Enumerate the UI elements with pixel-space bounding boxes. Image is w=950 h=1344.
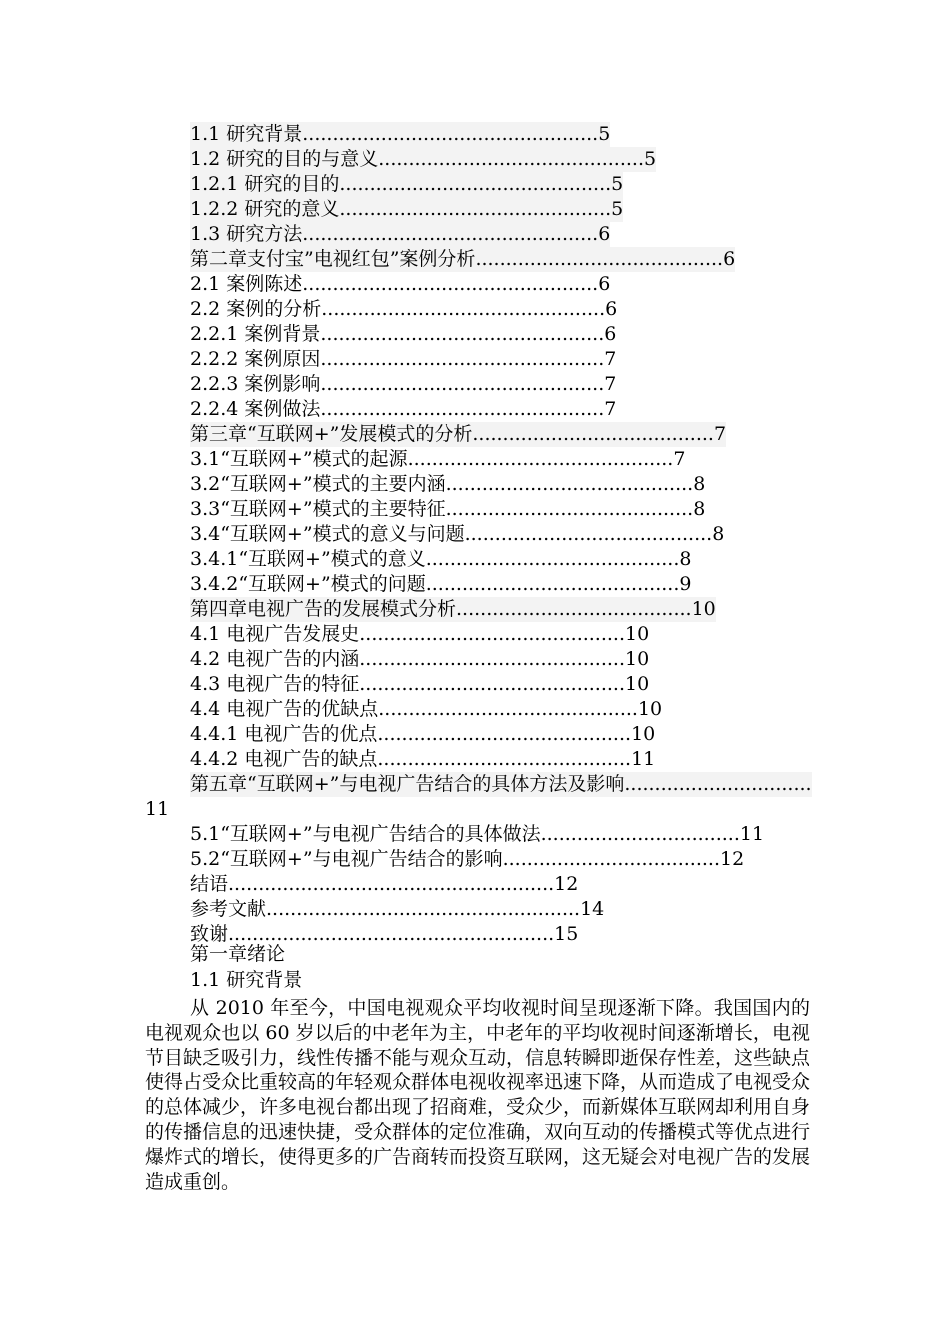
toc-entry[interactable]	[0, 722, 950, 747]
toc-page-number: 8	[679, 548, 692, 570]
toc-entry[interactable]	[0, 672, 950, 697]
toc-page-number: 7	[604, 373, 617, 395]
toc-page-number: 10	[625, 673, 650, 695]
toc-entry[interactable]	[0, 372, 950, 397]
toc-entry-title: 1.2.2 研究的意义	[190, 198, 340, 220]
toc-entry[interactable]	[0, 122, 950, 147]
chapter-heading: 第一章绪论	[190, 943, 286, 965]
toc-entry-title: 5.2“互联网+”与电视广告结合的影响	[190, 848, 503, 870]
section-heading: 1.1 研究背景	[190, 969, 303, 991]
toc-entry-title: 5.1“互联网+”与电视广告结合的具体做法	[190, 823, 541, 845]
toc-dot-leader: ..........................................	[377, 723, 632, 745]
toc-entry[interactable]	[0, 697, 950, 722]
toc-dot-leader: ...........................................	[378, 698, 638, 720]
toc-page-number: 10	[625, 648, 650, 670]
toc-entry[interactable]	[0, 897, 950, 922]
toc-dot-leader: ...............................................	[320, 373, 605, 395]
toc-entry-title: 结语	[190, 873, 229, 895]
toc-entry[interactable]	[0, 497, 950, 522]
toc-entry[interactable]	[0, 622, 950, 647]
toc-entry[interactable]	[0, 647, 950, 672]
toc-dot-leader: .......................................	[456, 598, 692, 620]
toc-page-number: 6	[604, 323, 617, 345]
toc-entry[interactable]	[0, 547, 950, 572]
toc-entry[interactable]	[0, 322, 950, 347]
toc-entry[interactable]	[0, 347, 950, 372]
toc-entry[interactable]	[0, 197, 950, 222]
toc-entry[interactable]	[0, 422, 950, 447]
toc-dot-leader: ............................................	[378, 148, 645, 170]
toc-entry-title: 第三章“互联网+”发展模式的分析	[190, 423, 473, 445]
toc-page-number: 7	[713, 423, 727, 445]
toc-page-number: 5	[598, 123, 611, 145]
toc-dot-leader: ....................................................	[266, 898, 581, 920]
table-of-contents	[0, 122, 950, 947]
toc-page-number: 10	[637, 698, 663, 720]
toc-page-number: 6	[598, 223, 611, 245]
toc-entry-title: 参考文献	[190, 898, 267, 920]
toc-entry-title: 4.4.1 电视广告的优点	[190, 723, 378, 745]
toc-page-number: 8	[693, 473, 706, 495]
toc-page-number: 12	[554, 873, 579, 895]
toc-entry[interactable]	[0, 522, 950, 547]
toc-dot-leader: ...............................................	[320, 398, 605, 420]
toc-entry-title: 2.1 案例陈述	[190, 273, 303, 295]
toc-entry[interactable]	[0, 822, 950, 847]
toc-entry-title: 第五章“互联网+”与电视广告结合的具体方法及影响	[190, 773, 625, 795]
toc-dot-leader: ..........................................	[377, 748, 632, 770]
toc-page-number: 7	[604, 348, 617, 370]
toc-entry-title: 第二章支付宝”电视红包”案例分析	[190, 248, 476, 270]
toc-dot-leader: .............................................	[339, 173, 612, 195]
toc-dot-leader: ..........................................	[425, 573, 680, 595]
toc-entry-title: 1.1 研究背景	[190, 123, 303, 145]
toc-entry-title: 2.2.1 案例背景	[190, 323, 321, 345]
toc-entry[interactable]	[0, 297, 950, 322]
toc-page-number: 7	[604, 398, 617, 420]
toc-page-number: 6	[598, 273, 611, 295]
toc-entry[interactable]	[0, 597, 950, 622]
toc-dot-leader: ........................................	[472, 423, 714, 445]
toc-entry-title: 2.2.4 案例做法	[190, 398, 321, 420]
toc-page-number: 5	[644, 148, 657, 170]
toc-dot-leader: ..........................................	[425, 548, 680, 570]
toc-entry-title: 3.4.2“互联网+”模式的问题	[190, 573, 426, 595]
toc-page-number: 8	[712, 523, 725, 545]
toc-entry[interactable]	[0, 272, 950, 297]
toc-page-number: 5	[611, 198, 624, 220]
toc-entry-title: 4.4.2 电视广告的缺点	[190, 748, 378, 770]
toc-entry-title: 第四章电视广告的发展模式分析	[190, 598, 457, 620]
toc-page-number: 10	[625, 623, 650, 645]
toc-dot-leader: ......................................................	[228, 923, 555, 945]
toc-dot-leader: .........................................	[475, 248, 724, 270]
toc-entry[interactable]	[0, 747, 950, 772]
toc-entry-title: 2.2.2 案例原因	[190, 348, 321, 370]
toc-page-number: 10	[631, 723, 656, 745]
toc-entry-title: 1.2.1 研究的目的	[190, 173, 340, 195]
toc-page-number: 11	[739, 823, 765, 845]
toc-dot-leader: .................................	[540, 823, 740, 845]
toc-page-number: 9	[679, 573, 692, 595]
toc-entry[interactable]	[0, 222, 950, 247]
toc-entry-title: 4.2 电视广告的内涵	[190, 648, 360, 670]
toc-entry-title: 2.2 案例的分析	[190, 298, 322, 320]
toc-page-number: 6	[605, 298, 618, 320]
toc-dot-leader: ...............................................	[320, 323, 605, 345]
toc-entry-title: 3.1“互联网+”模式的起源	[190, 448, 408, 470]
toc-dot-leader: .................................................	[302, 223, 599, 245]
toc-page-number: 15	[554, 923, 579, 945]
toc-dot-leader: .............................................	[339, 198, 612, 220]
toc-entry[interactable]	[0, 147, 950, 172]
toc-entry[interactable]	[0, 247, 950, 272]
toc-entry-continuation	[0, 797, 950, 822]
toc-entry-title: 3.4.1“互联网+”模式的意义	[190, 548, 426, 570]
toc-dot-leader: ....................................	[502, 848, 721, 870]
toc-dot-leader: ............................................	[359, 648, 626, 670]
toc-entry-title: 2.2.3 案例影响	[190, 373, 321, 395]
toc-page-number: 8	[693, 498, 706, 520]
toc-page-number: 14	[580, 898, 605, 920]
toc-page-number: 11	[631, 748, 656, 770]
toc-page-number: 11	[145, 798, 170, 820]
toc-entry[interactable]	[0, 772, 950, 797]
toc-entry-title: 3.4“互联网+”模式的意义与问题	[190, 523, 465, 545]
toc-dot-leader: .................................................	[302, 123, 599, 145]
toc-page-number: 7	[673, 448, 686, 470]
toc-entry-title: 1.3 研究方法	[190, 223, 303, 245]
toc-entry[interactable]	[0, 572, 950, 597]
toc-dot-leader: ...............................	[624, 773, 812, 795]
toc-dot-leader: ......................................................	[228, 873, 555, 895]
toc-dot-leader: .........................................	[445, 473, 694, 495]
toc-entry[interactable]	[0, 172, 950, 197]
toc-entry[interactable]	[0, 472, 950, 497]
toc-entry[interactable]	[0, 922, 950, 947]
toc-page-number: 6	[723, 248, 736, 270]
toc-dot-leader: ............................................	[407, 448, 674, 470]
toc-entry-title: 1.2 研究的目的与意义	[190, 148, 379, 170]
toc-entry-title: 4.3 电视广告的特征	[190, 673, 360, 695]
toc-page-number: 5	[611, 173, 624, 195]
toc-dot-leader: ...............................................	[321, 298, 606, 320]
toc-dot-leader: ............................................	[359, 673, 626, 695]
toc-dot-leader: ...............................................	[320, 348, 605, 370]
toc-entry-title: 3.2“互联网+”模式的主要内涵	[190, 473, 446, 495]
toc-dot-leader: .........................................	[464, 523, 713, 545]
toc-dot-leader: .................................................	[302, 273, 599, 295]
toc-entry-title: 致谢	[190, 923, 229, 945]
toc-entry[interactable]	[0, 447, 950, 472]
toc-page-number: 10	[691, 598, 716, 620]
toc-entry-title: 3.3“互联网+”模式的主要特征	[190, 498, 446, 520]
toc-entry[interactable]	[0, 397, 950, 422]
toc-entry[interactable]	[0, 847, 950, 872]
toc-dot-leader: ............................................	[359, 623, 626, 645]
toc-dot-leader: .........................................	[445, 498, 694, 520]
toc-entry-title: 4.4 电视广告的优缺点	[190, 698, 379, 720]
body-paragraph: 从 2010 年至今，中国电视观众平均收视时间呈现逐渐下降。我国国内的电视观众也以 60 岁以后的中老年为主，中老年的平均收视时间逐渐增长，电视节目缺乏吸引力，线性传播不能与观众互动，信息转瞬即逝保存性差，这些缺点使得占受众比重较高的年轻观众群体电视收视率迅速下降，从而造成了电视受众的总体减少，许多电视台都出现了招商难，受众少，而新媒体互联网却利用自身的传播信息的迅速快捷，受众群体的定位准确，双向互动的传播模式等优点进行爆炸式的增长，使得更多的广告商转而投资互联网，这无疑会对电视广告的发展造成重创。	[145, 997, 811, 1193]
toc-page-number: 12	[720, 848, 745, 870]
toc-entry-title: 4.1 电视广告发展史	[190, 623, 360, 645]
toc-entry[interactable]	[0, 872, 950, 897]
